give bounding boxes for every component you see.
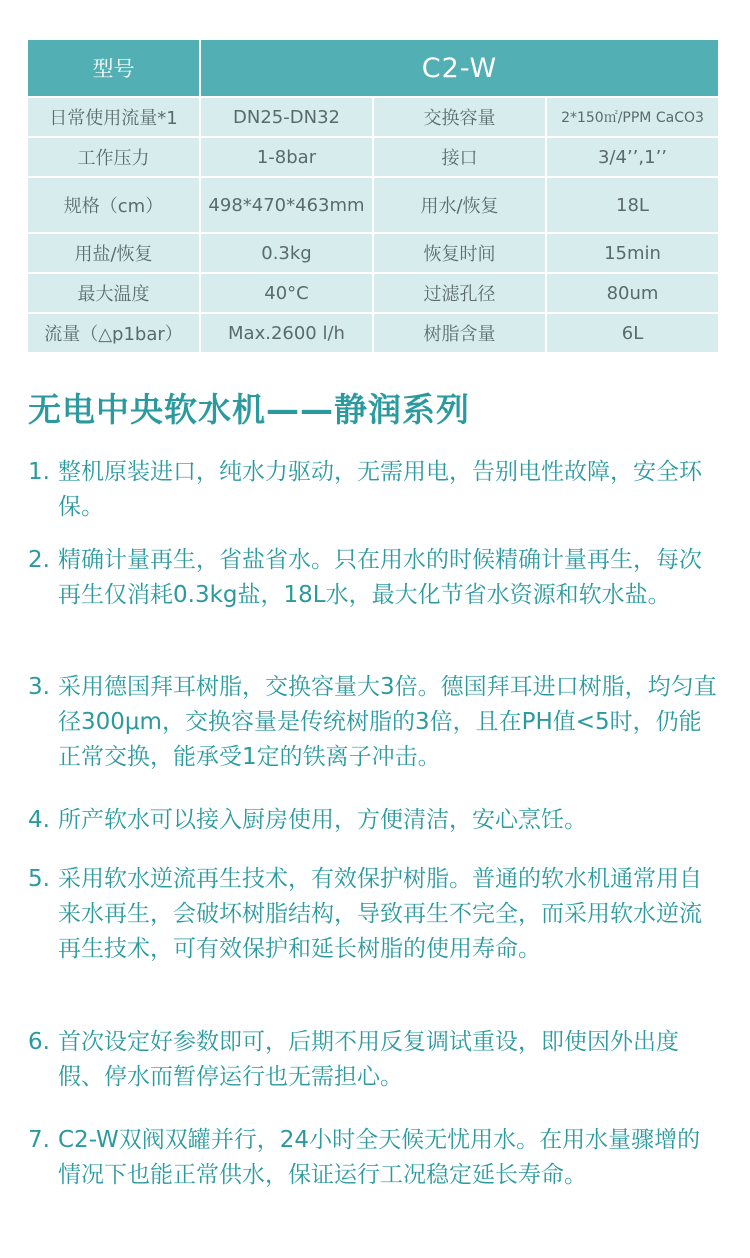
spec-label: 树脂含量 (374, 314, 545, 352)
spec-label: 过滤孔径 (374, 274, 545, 312)
feature-text: 首次设定好参数即可，后期不用反复调试重设，即使因外出度假、停水而暂停运行也无需担心。 (58, 1029, 679, 1090)
feature-text: 精确计量再生，省盐省水。只在用水的时候精确计量再生，每次再生仅消耗0.3kg盐，18L水，最大化节省水资源和软水盐。 (58, 547, 702, 608)
feature-number: 7. (28, 1127, 50, 1153)
spec-label: 恢复时间 (374, 234, 545, 272)
spec-label: 交换容量 (374, 98, 545, 136)
spec-label: 日常使用流量*1 (28, 98, 199, 136)
spec-value: 498*470*463mm (201, 178, 372, 232)
spec-value: 1-8bar (201, 138, 372, 176)
feature-text: 采用软水逆流再生技术，有效保护树脂。普通的软水机通常用自来水再生，会破坏树脂结构，导致再生不完全，而采用软水逆流再生技术，可有效保护和延长树脂的使用寿命。 (58, 866, 702, 962)
feature-item (28, 803, 718, 839)
feature-item (28, 543, 718, 649)
spec-value: 6L (547, 314, 718, 352)
spec-label: 接口 (374, 138, 545, 176)
feature-number: 4. (28, 807, 50, 833)
model-header-value: C2-W (201, 40, 718, 96)
feature-number: 3. (28, 674, 50, 700)
spec-value: 40°C (201, 274, 372, 312)
spec-label: 最大温度 (28, 274, 199, 312)
spec-value: 80um (547, 274, 718, 312)
feature-item (28, 455, 718, 527)
feature-item (28, 1123, 718, 1229)
feature-number: 5. (28, 866, 50, 892)
feature-text: 采用德国拜耳树脂，交换容量大3倍。德国拜耳进口树脂，均匀直径300μm，交换容量是传统树脂的3倍，且在PH值<5时，仍能正常交换，能承受1定的铁离子冲击。 (58, 674, 717, 770)
feature-text: 所产软水可以接入厨房使用，方便清洁，安心烹饪。 (58, 807, 587, 833)
spec-value: 15min (547, 234, 718, 272)
spec-value: 2*150㎡/PPM CaCO3 (547, 98, 718, 136)
spec-label: 流量（△p1bar） (28, 314, 199, 352)
spec-value: 3/4’’,1’’ (547, 138, 718, 176)
spec-label: 规格（cm） (28, 178, 199, 232)
spec-value: Max.2600 l/h (201, 314, 372, 352)
spec-value: 0.3kg (201, 234, 372, 272)
spec-label: 工作压力 (28, 138, 199, 176)
feature-number: 2. (28, 547, 50, 573)
feature-text: C2-W双阀双罐并行，24小时全天候无忧用水。在用水量骤增的情况下也能正常供水，保证运行工况稳定延长寿命。 (58, 1127, 701, 1188)
feature-item (28, 862, 718, 1002)
spec-label: 用水/恢复 (374, 178, 545, 232)
section-title: 无电中央软水机——静润系列 (28, 390, 470, 429)
spec-label: 用盐/恢复 (28, 234, 199, 272)
spec-value: DN25-DN32 (201, 98, 372, 136)
feature-text: 整机原装进口，纯水力驱动，无需用电，告别电性故障，安全环保。 (58, 459, 702, 520)
model-header-label: 型号 (28, 40, 199, 96)
feature-number: 6. (28, 1029, 50, 1055)
spec-value: 18L (547, 178, 718, 232)
feature-number: 1. (28, 459, 50, 485)
feature-item (28, 1025, 718, 1097)
feature-item (28, 670, 718, 776)
